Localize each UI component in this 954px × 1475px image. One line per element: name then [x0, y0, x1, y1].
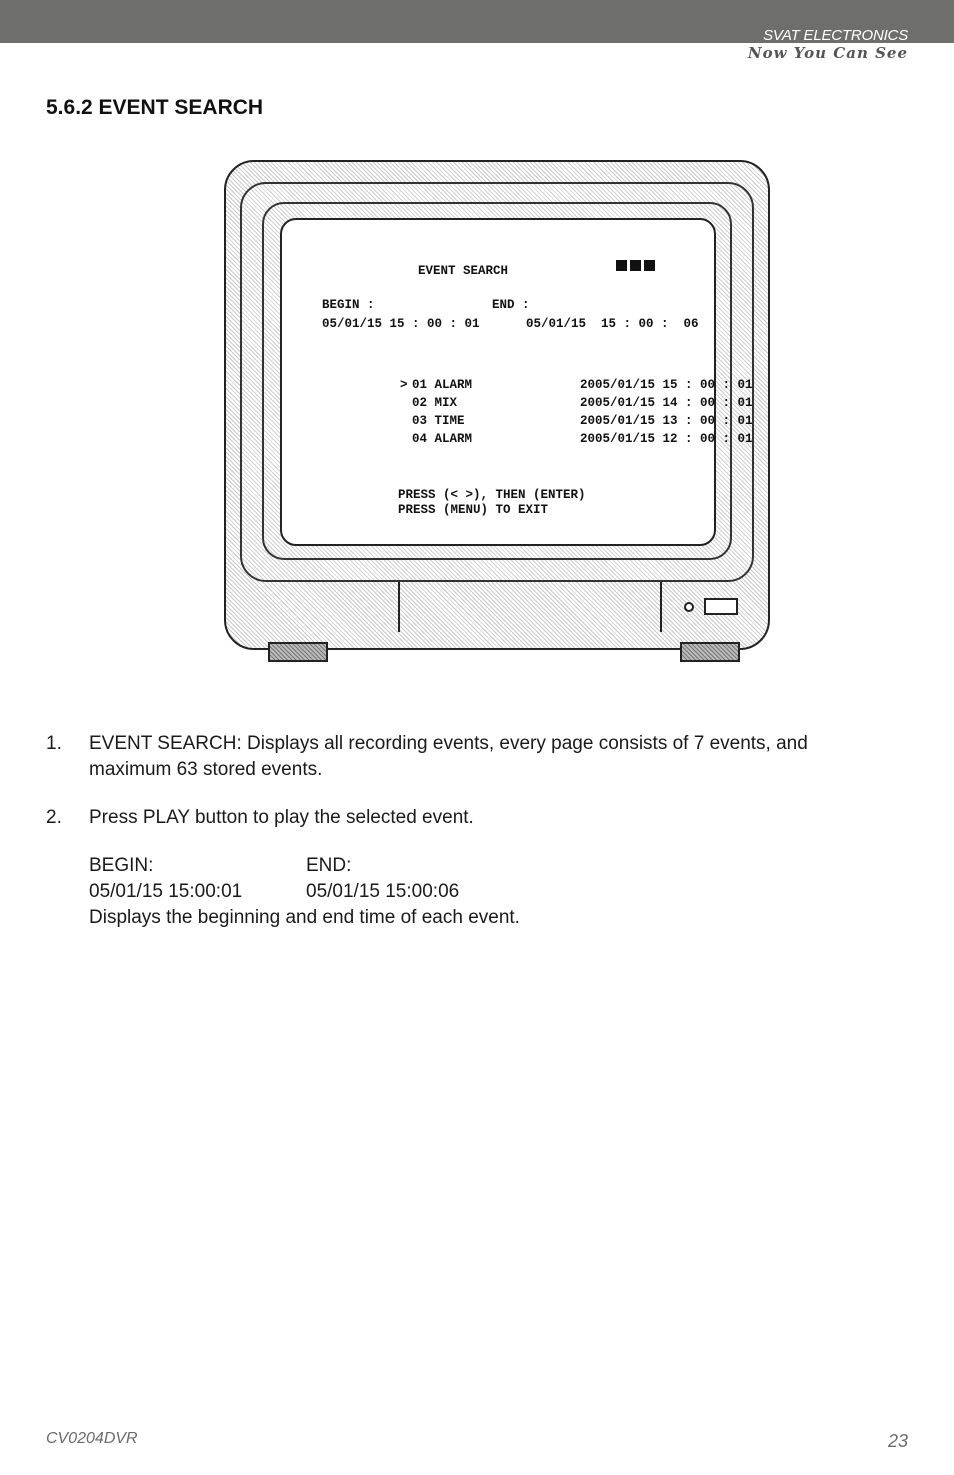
event-time: 2005/01/15 13 : 00 : 01 [580, 414, 753, 428]
screen-help-line: PRESS (MENU) TO EXIT [398, 503, 549, 517]
monitor-outer-bezel [240, 182, 754, 582]
detail-labels-row [89, 853, 352, 879]
section-title: 5.6.2 EVENT SEARCH [46, 96, 264, 119]
event-name: 02 MIX [412, 396, 458, 410]
detail-description: Displays the beginning and end time of each event. [89, 907, 520, 928]
event-row[interactable] [310, 418, 753, 460]
panel-divider [660, 582, 662, 632]
screen-title: EVENT SEARCH [418, 264, 509, 278]
event-name: 01 ALARM [412, 378, 473, 392]
power-button[interactable] [704, 598, 738, 615]
monitor-foot [268, 642, 328, 662]
power-led-icon [684, 602, 694, 612]
monitor-shell [224, 160, 770, 650]
selection-cursor-icon: > [400, 378, 408, 392]
event-time: 2005/01/15 15 : 00 : 01 [580, 378, 753, 392]
screen-begin-value: 05/01/15 15 : 00 : 01 [322, 317, 480, 331]
monitor-foot [680, 642, 740, 662]
event-time: 2005/01/15 12 : 00 : 01 [580, 432, 753, 446]
brand-block [748, 27, 908, 62]
brand-name: SVAT ELECTRONICS [763, 27, 908, 44]
list-item-text: EVENT SEARCH: Displays all recording events, every page consists of 7 events, and maximum 63 stored events. [89, 733, 808, 780]
page-number: 23 [887, 1431, 908, 1451]
detail-values-row [89, 879, 460, 905]
event-name: 03 TIME [412, 414, 465, 428]
detail-end-value: 05/01/15 15:00:06 [306, 881, 460, 902]
screen-begin-label: BEGIN : [322, 298, 375, 312]
detail-begin-label: BEGIN: [89, 855, 154, 876]
dvr-monitor-illustration [222, 158, 772, 663]
detail-end-label: END: [306, 855, 352, 876]
list-item-text: Press PLAY button to play the selected event. [89, 807, 474, 828]
screen-help-line: PRESS (< >), THEN (ENTER) [398, 488, 586, 502]
screen-end-label: END : [492, 298, 530, 312]
detail-begin-value: 05/01/15 15:00:01 [89, 881, 243, 902]
monitor-screen [280, 218, 753, 546]
list-item-number: 1. [46, 733, 62, 754]
panel-divider [398, 582, 400, 632]
status-blocks-icon [616, 260, 658, 275]
event-time: 2005/01/15 14 : 00 : 01 [580, 396, 753, 410]
brand-tagline: Now You Can See [747, 44, 908, 62]
monitor-inner-bezel [262, 202, 753, 560]
list-item-number: 2. [46, 807, 62, 828]
screen-end-value: 05/01/15 15 : 00 : 06 [526, 317, 699, 331]
monitor-base-panel [224, 582, 766, 642]
footer-model: CV0204DVR [46, 1430, 138, 1447]
event-name: 04 ALARM [412, 432, 473, 446]
